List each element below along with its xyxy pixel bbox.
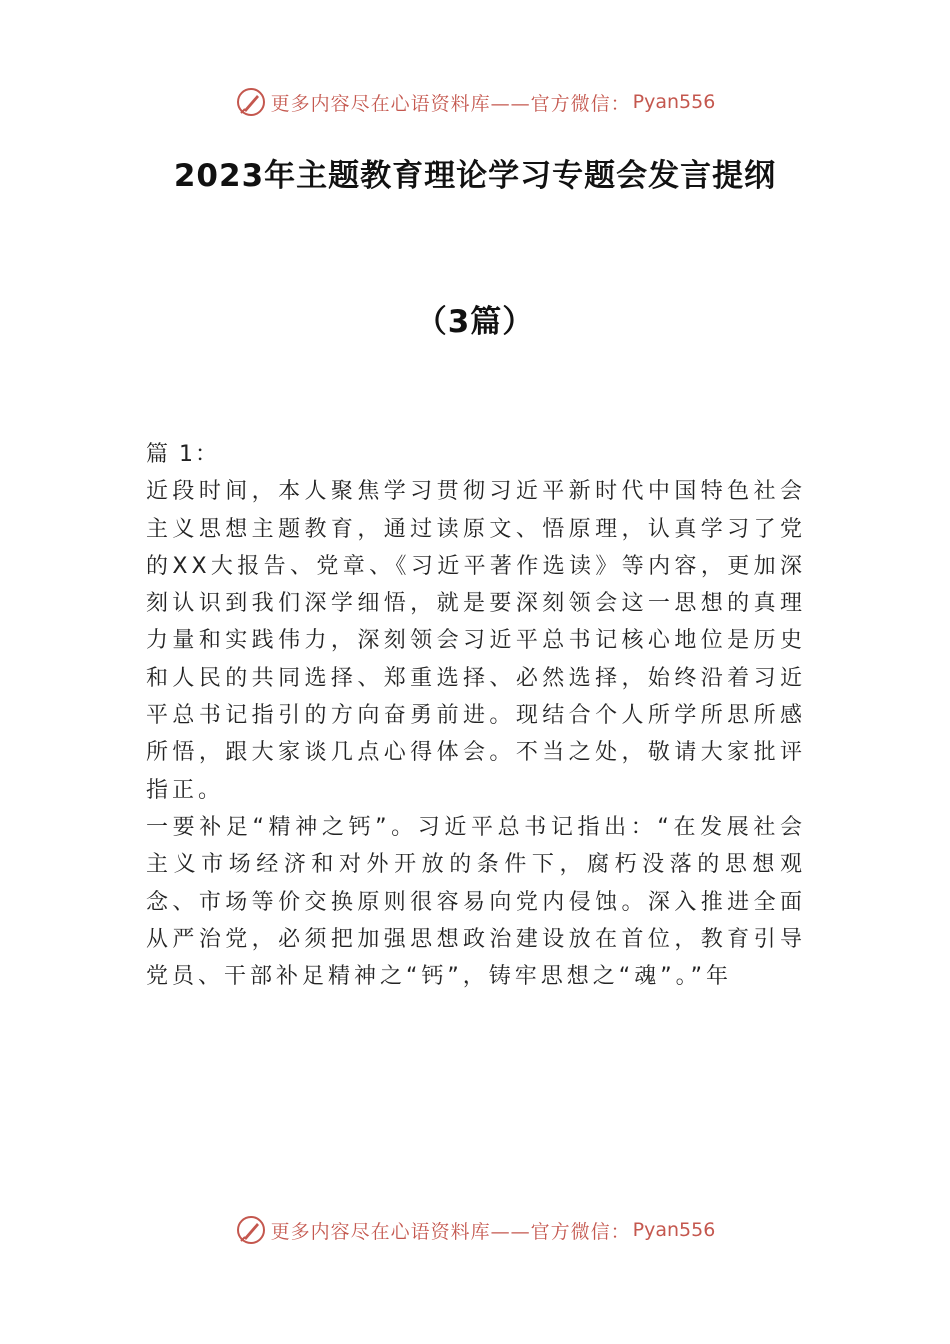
banner-wechat-id: Pyan556 xyxy=(632,1219,716,1241)
header-watermark-banner xyxy=(0,82,950,122)
document-body xyxy=(146,436,806,995)
paragraph-point-1: 一要补足“精神之钙”。习近平总书记指出：“在发展社会主义市场经济和对外开放的条件下，腐朽没落的思想观念、市场等价交换原则很容易向党内侵蚀。深入推进全面从严治党，必须把加强思想政治建设放在首位，教育引导党员、干部补足精神之“钙”，铸牢思想之“魂”。”年 xyxy=(146,814,806,990)
section-label: 篇 1： xyxy=(146,442,219,467)
paragraph-intro: 近段时间，本人聚焦学习贯彻习近平新时代中国特色社会主义思想主题教育，通过读原文、悟原理，认真学习了党的XX大报告、党章、《习近平著作选读》等内容，更加深刻认识到我们深学细悟，就是要深刻领会这一思想的真理力量和实践伟力，深刻领会习近平总书记核心地位是历史和人民的共同选择、郑重选择、必然选择，始终沿着习近平总书记指引的方向奋勇前进。现结合个人所学所思所感所悟，跟大家谈几点心得体会。不当之处，敬请大家批评指正。 xyxy=(146,479,806,803)
quill-pen-logo-icon xyxy=(235,86,267,118)
banner-brand-text: 更多内容尽在心语资料库——官方微信： xyxy=(270,1220,631,1243)
footer-watermark-banner xyxy=(0,1210,950,1250)
banner-brand-text: 更多内容尽在心语资料库——官方微信： xyxy=(270,92,631,115)
quill-pen-logo-icon xyxy=(235,1214,267,1246)
document-subtitle: （3篇） xyxy=(415,304,535,340)
banner-wechat-id: Pyan556 xyxy=(632,91,716,113)
document-title: 2023年主题教育理论学习专题会发言提纲 xyxy=(173,158,777,194)
